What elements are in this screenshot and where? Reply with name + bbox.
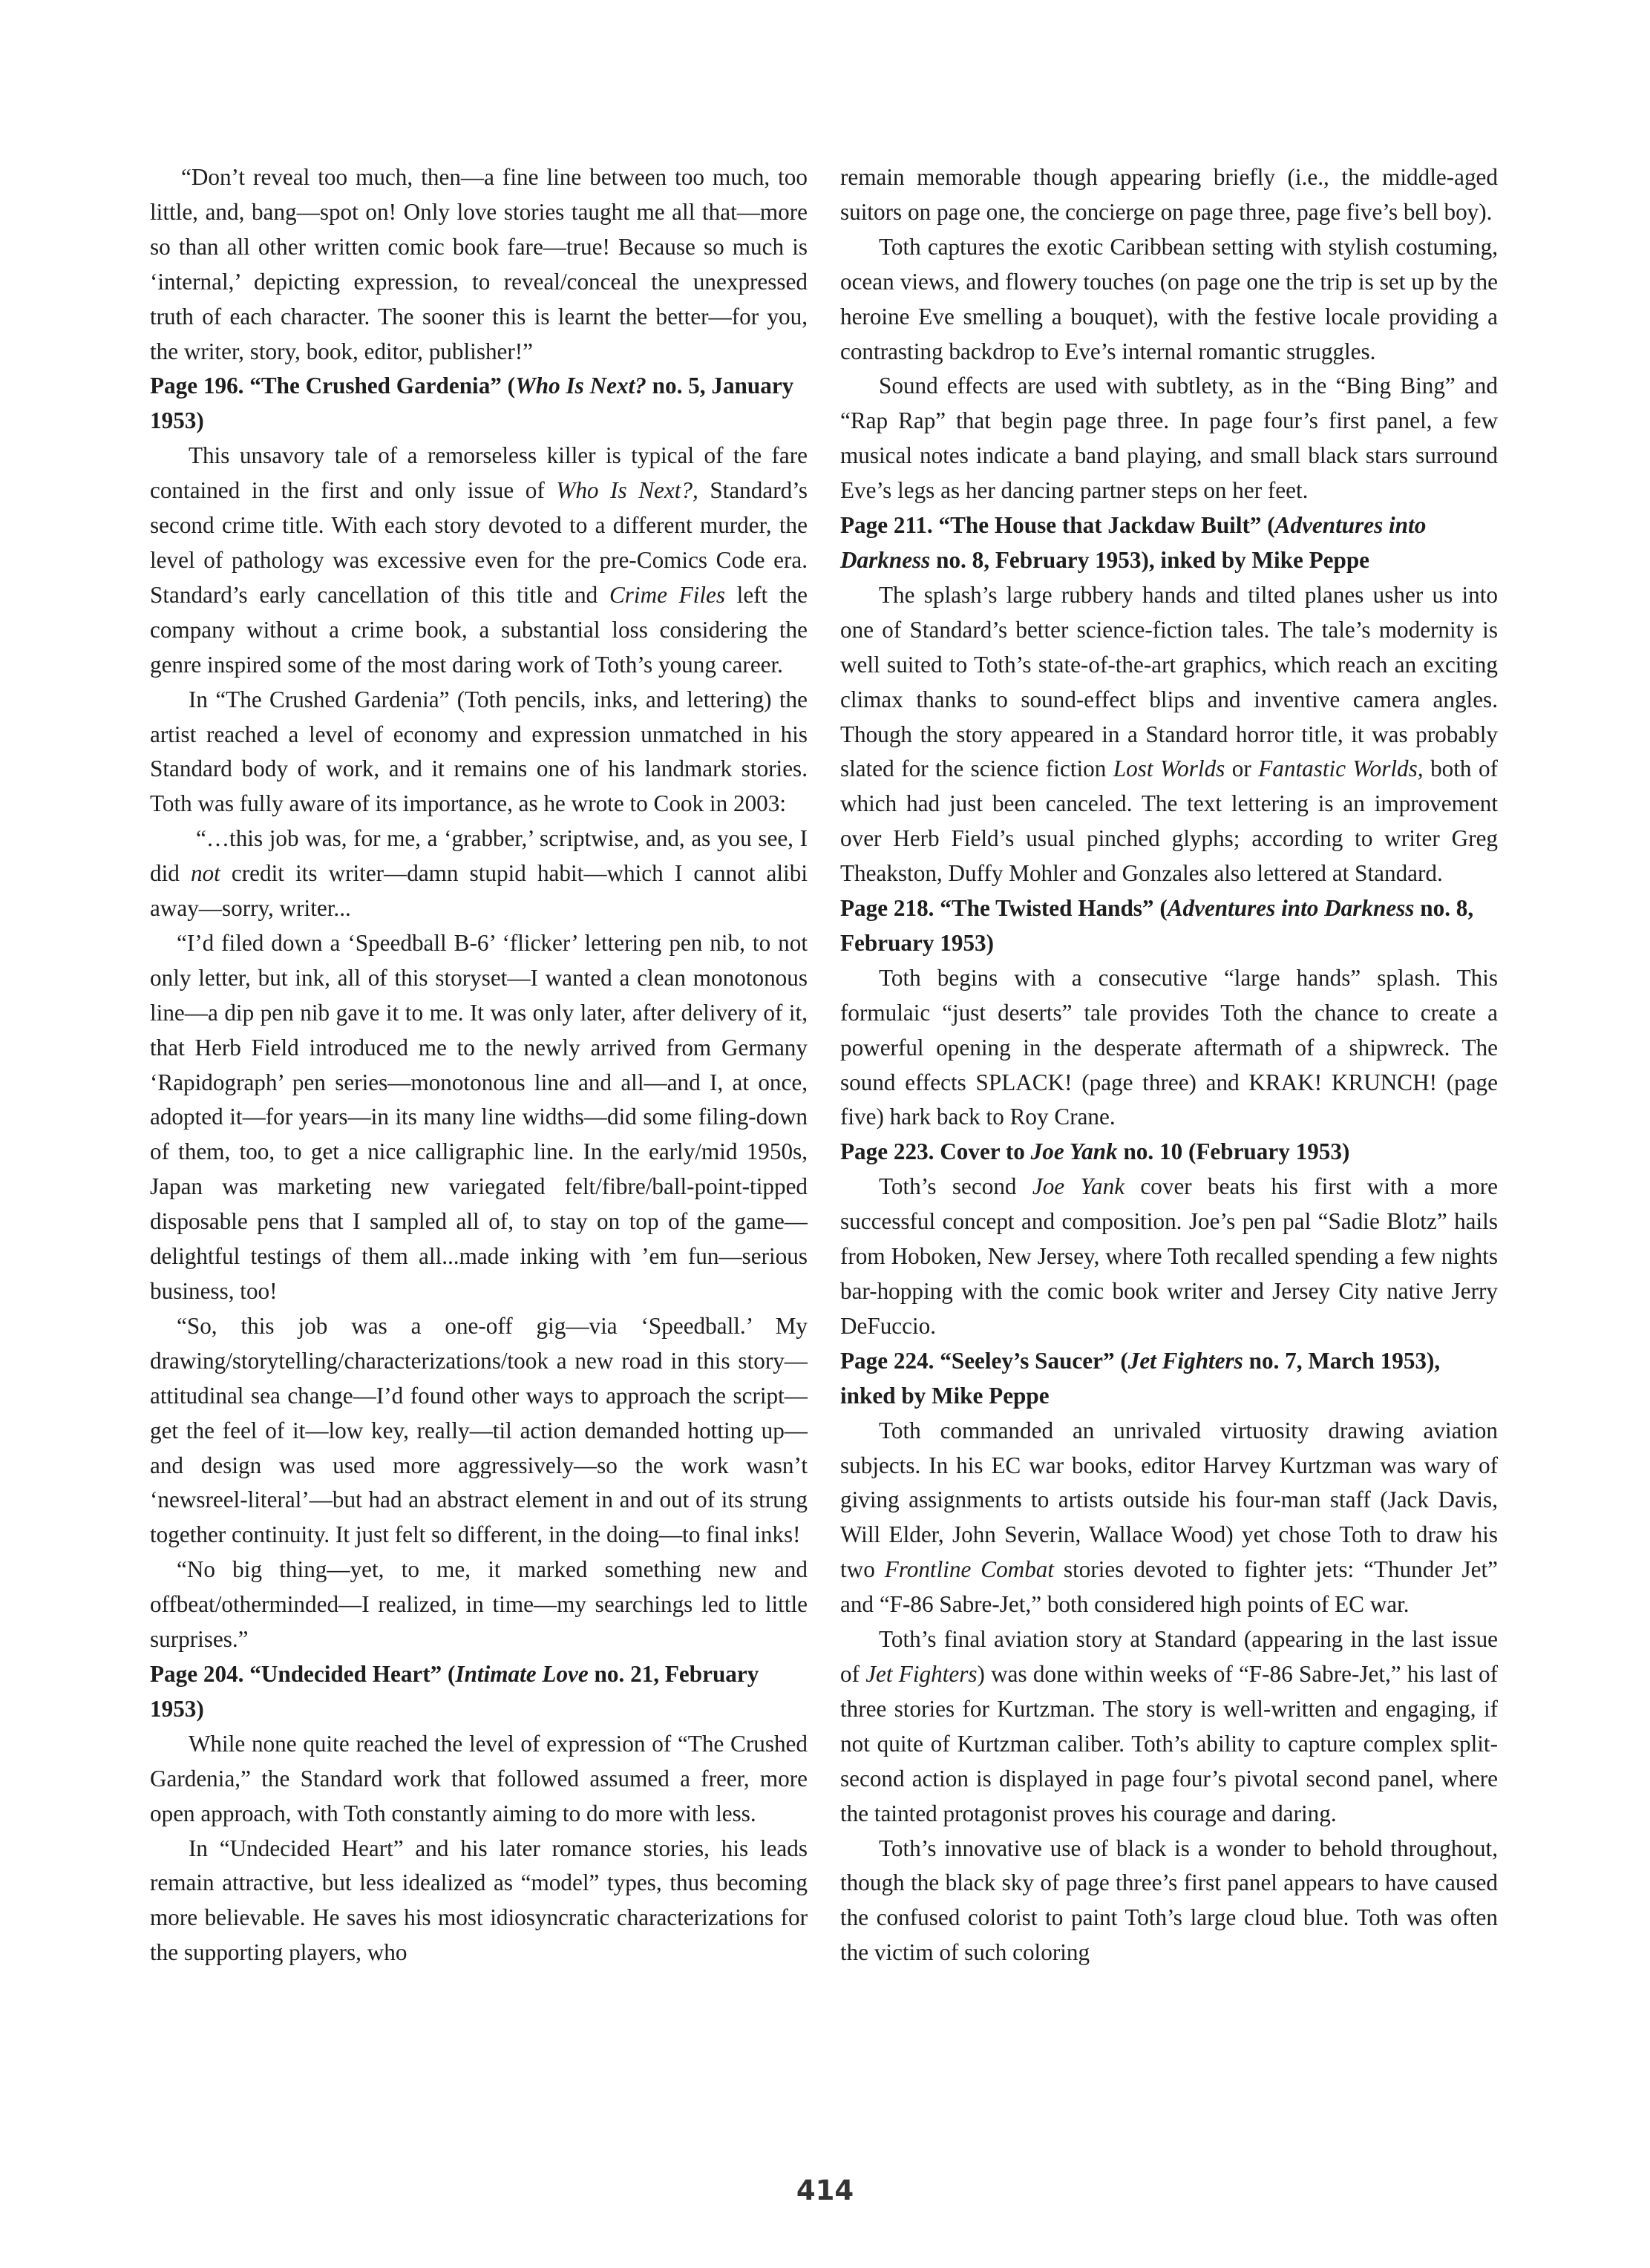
right-column [840,160,1498,1970]
quote-paragraph: “I’d filed down a ‘Speedball B-6’ ‘flicker’ lettering pen nib, to not only letter, but ink, all of this storyset—I wanted a clean monotonous line—a dip pen nib gave it to me. It was only later, after delivery of it, that Herb Field introduced me to the newly arrived from Germany ‘Rapidograph’ pen series—monotonous line and all—and I, at once, adopted it—for years—in its many line widths—did some filing-down of them, too, to get a nice calligraphic line. In the early/mid 1950s, Japan was marketing new variegated felt/fibre/ball-point-tipped disposable pens that I sampled all of, to stay on top of the game—delightful testings of them all...made inking with ’em fun—serious business, too! [150,929,808,1304]
paragraph: “Don’t reveal too much, then—a fine line between too much, too little, and, bang—spot on! Only love stories taught me all that—more so than all other written comic book fare—true! Because so much is ‘internal,’ depicting expression, to reveal/conceal the unexpressed truth of each character. The sooner this is learnt the better—for you, the writer, story, book, editor, publisher!” [150,164,808,364]
paragraph: Toth captures the exotic Caribbean setting with stylish costuming, ocean views, and flowery touches (on page one the trip is set up by the heroine Eve smelling a bouquet), with the festive locale providing a contrasting backdrop to Eve’s internal romantic struggles. [840,233,1498,364]
page-number: 414 [796,2174,854,2206]
quote-paragraph: “No big thing—yet, to me, it marked something new and offbeat/otherminded—I realized, in time—my searchings led to little surprises.” [150,1556,808,1653]
left-column [150,160,808,1970]
section-heading-page-196: Page 196. “The Crushed Gardenia” (Who Is Next? no. 5, January 1953) [150,373,794,434]
paragraph: In “Undecided Heart” and his later romance stories, his leads remain attractive, but less idealized as “model” types, thus becoming more believable. He saves his most idiosyncratic characterizations for the supporting players, who [150,1835,808,1966]
paragraph: Toth’s final aviation story at Standard (appearing in the last issue of Jet Fighters) was done within weeks of “F-86 Sabre-Jet,” his last of three stories for Kurtzman. The story is well-written and engaging, if not quite of Kurtzman caliber. Toth’s ability to capture complex split-second action is displayed in page four’s pivotal second panel, where the tainted protagonist proves his courage and daring. [840,1626,1498,1826]
paragraph: The splash’s large rubbery hands and tilted planes usher us into one of Standard’s better science-fiction tales. The tale’s modernity is well suited to Toth’s state-of-the-art graphics, which reach an exciting climax thanks to sound-effect blips and inventive camera angles. Though the story appeared in a Standard horror title, it was probably slated for the science fiction Lost Worlds or Fantastic Worlds, both of which had just been canceled. The text lettering is an improvement over Herb Field’s usual pinched glyphs; according to writer Greg Theakston, Duffy Mohler and Gonzales also lettered at Standard. [840,581,1498,887]
paragraph: This unsavory tale of a remorseless killer is typical of the fare contained in the first and only issue of Who Is Next?, Standard’s second crime title. With each story devoted to a different murder, the level of pathology was excessive even for the pre-Comics Code era. Standard’s early cancellation of this title and Crime Files left the company without a crime book, a substantial loss considering the genre inspired some of the most daring work of Toth’s young career. [150,442,808,678]
quote-paragraph: “So, this job was a one-off gig—via ‘Speedball.’ My drawing/storytelling/characterizations/took a new road in this story—attitudinal sea change—I’d found other ways to approach the script—get the feel of it—low key, really—til action demanded hotting up—and design was used more aggressively—so the work wasn’t ‘newsreel-literal’—but had an abstract element in and out of its strung together continuity. It just felt so different, in the doing—to final inks! [150,1312,808,1548]
section-heading-page-218: Page 218. “The Twisted Hands” (Adventures into Darkness no. 8, February 1953) [840,895,1474,956]
section-heading-page-223: Page 223. Cover to Joe Yank no. 10 (February 1953) [840,1138,1350,1165]
paragraph: In “The Crushed Gardenia” (Toth pencils, inks, and lettering) the artist reached a level of economy and expression unmatched in his Standard body of work, and it remains one of his landmark stories. Toth was fully aware of its importance, as he wrote to Cook in 2003: [150,686,808,817]
section-heading-page-224: Page 224. “Seeley’s Saucer” (Jet Fighters no. 7, March 1953), inked by Mike Peppe [840,1347,1441,1409]
paragraph: Toth’s innovative use of black is a wonder to behold throughout, though the black sky of page three’s first panel appears to have caused the confused colorist to paint Toth’s large cloud blue. Toth was often the victim of such coloring [840,1835,1498,1966]
paragraph: Toth begins with a consecutive “large hands” splash. This formulaic “just deserts” tale provides Toth the chance to create a powerful opening in the desperate aftermath of a shipwreck. The sound effects SPLACK! (page three) and KRAK! KRUNCH! (page five) hark back to Roy Crane. [840,964,1498,1130]
paragraph: remain memorable though appearing briefly (i.e., the middle-aged suitors on page one, the concierge on page three, page five’s bell boy). [840,164,1498,225]
paragraph: Toth’s second Joe Yank cover beats his first with a more successful concept and composition. Joe’s pen pal “Sadie Blotz” hails from Hoboken, New Jersey, where Toth recalled spending a few nights bar-hopping with the comic book writer and Jersey City native Jerry DeFuccio. [840,1173,1498,1339]
paragraph: While none quite reached the level of expression of “The Crushed Gardenia,” the Standard work that followed assumed a freer, more open approach, with Toth constantly aiming to do more with less. [150,1730,808,1826]
paragraph: Toth commanded an unrivaled virtuosity drawing aviation subjects. In his EC war books, editor Harvey Kurtzman was wary of giving assignments to artists outside his four-man staff (Jack Davis, Will Elder, John Severin, Wallace Wood) yet chose Toth to draw his two Frontline Combat stories devoted to fighter jets: “Thunder Jet” and “F-86 Sabre-Jet,” both considered high points of EC war. [840,1417,1498,1618]
section-heading-page-204: Page 204. “Undecided Heart” (Intimate Love no. 21, February 1953) [150,1660,759,1722]
quote-paragraph: “…this job was, for me, a ‘grabber,’ scriptwise, and, as you see, I did not credit its writer—damn stupid habit—which I cannot alibi away—sorry, writer... [150,825,808,922]
section-heading-page-211: Page 211. “The House that Jackdaw Built” (Adventures into Darkness no. 8, February 1953), inked by Mike Peppe [840,512,1427,573]
paragraph: Sound effects are used with subtlety, as in the “Bing Bing” and “Rap Rap” that begin page three. In page four’s first panel, a few musical notes indicate a band playing, and small black stars surround Eve’s legs as her dancing partner steps on her feet. [840,373,1498,504]
